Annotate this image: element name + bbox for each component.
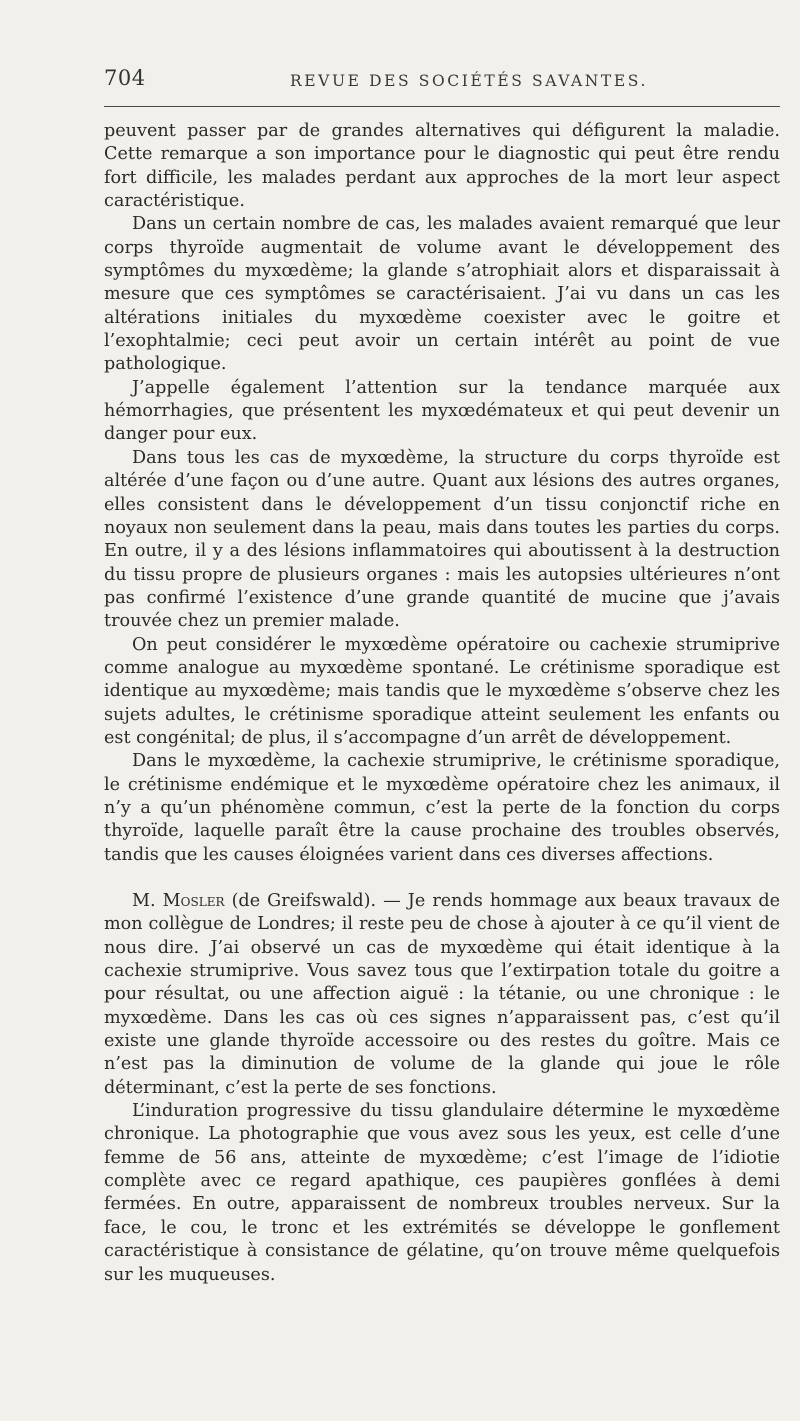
paragraph-common-phenomenon: Dans le myxœdème, la cachexie strumiprive, le crétinisme sporadique, le crétinisme endémique et le myxœdème opératoire chez les animaux, il n’y a qu’un phénomène commun, c’est la perte de la fonction du corps thyroïde, laquelle paraît être la cause prochaine des troubles observés, tandis que les causes éloignées varient dans ces diverses affections. — [104, 751, 780, 865]
paragraph-induration: L’induration progressive du tissu glandulaire détermine le myxœdème chronique. La photographie que vous avez sous les yeux, est celle d’une femme de 56 ans, atteinte de myxœdème; c’est l’image de l’idiotie complète avec ce regard apathique, ces paupières gonflées à demi fermées. En outre, apparaissent de nombreux troubles nerveux. Sur la face, le cou, le tronc et les extrémités se développe le gonflement caractéristique à consistance de gélatine, qu’on trouve même quelquefois sur les muqueuses. — [104, 1101, 780, 1285]
header-rule — [104, 106, 780, 107]
section-gap — [104, 867, 780, 890]
page-header — [104, 66, 784, 100]
speech-prefix: M. — [132, 891, 163, 911]
paragraph-lesions: Dans tous les cas de myxœdème, la structure du corps thyroïde est altérée d’une façon ou d’une autre. Quant aux lésions des autres organes, elles consistent dans le développement d’un tissu conjonctif riche en noyaux non seulement dans la peau, mais dans toutes les parties du corps. En outre, il y a des lésions inflammatoires qui aboutissent à la destruction du tissu propre de plusieurs organes : mais les autopsies ultérieures n’ont pas confirmé l’existence d’une grande quantité de mucine que j’avais trouvée chez un premier malade. — [104, 447, 780, 632]
paragraph-continuation: peuvent passer par de grandes alternatives qui défigurent la maladie. Cette remarque a son importance pour le diagnostic qui peut être rendu fort difficile, les malades perdant aux approches de la mort leur aspect caractéristique. — [104, 121, 780, 212]
paragraph-mosler-speech — [104, 890, 780, 1100]
page-number: 704 — [104, 66, 146, 90]
running-title: REVUE DES SOCIÉTÉS SAVANTES. — [290, 72, 648, 90]
paragraph-operative-myxedema: On peut considérer le myxœdème opératoire ou cachexie strumiprive comme analogue au myxœdème spontané. Le crétinisme sporadique est identique au myxœdème; mais tandis que le myxœdème s’observe chez les sujets adultes, le crétinisme sporadique atteint seulement les enfants ou est congénital; de plus, il s’accompagne d’un arrêt de développement. — [104, 634, 780, 748]
paragraph-thyroid-volume: Dans un certain nombre de cas, les malades avaient remarqué que leur corps thyroïde augmentait de volume avant le développement des symptômes du myxœdème; la glande s’atrophiait alors et disparaissait à mesure que ces symptômes se caractérisaient. J’ai vu dans un cas les altérations initiales du myxœdème coexister avec le goitre et l’exophtalmie; ceci peut avoir un certain intérêt au point de vue pathologique. — [104, 214, 780, 375]
body-text — [104, 120, 780, 1287]
speech-text: (de Greifswald). — Je rends hommage aux beaux travaux de mon collègue de Londres; il reste peu de chose à ajouter à ce qu’il vient de nous dire. J’ai observé un cas de myxœdème qui était identique à la cachexie strumiprive. Vous savez tous que l’extirpation totale du goitre a pour résultat, ou une affection aiguë : la tétanie, ou une chronique : le myxœdème. Dans les cas où ces signes n’apparaissent pas, c’est qu’il existe une glande thyroïde accessoire ou des restes du goître. Mais ce n’est pas la diminution de volume de la glande qui joue le rôle déterminant, c’est la perte de ses fonctions. — [104, 891, 780, 1098]
speaker-name: Mosler — [162, 891, 225, 911]
paragraph-hemorrhagies: J’appelle également l’attention sur la tendance marquée aux hémorrhagies, que présentent les myxœdémateux et qui peut devenir un danger pour eux. — [104, 377, 780, 445]
